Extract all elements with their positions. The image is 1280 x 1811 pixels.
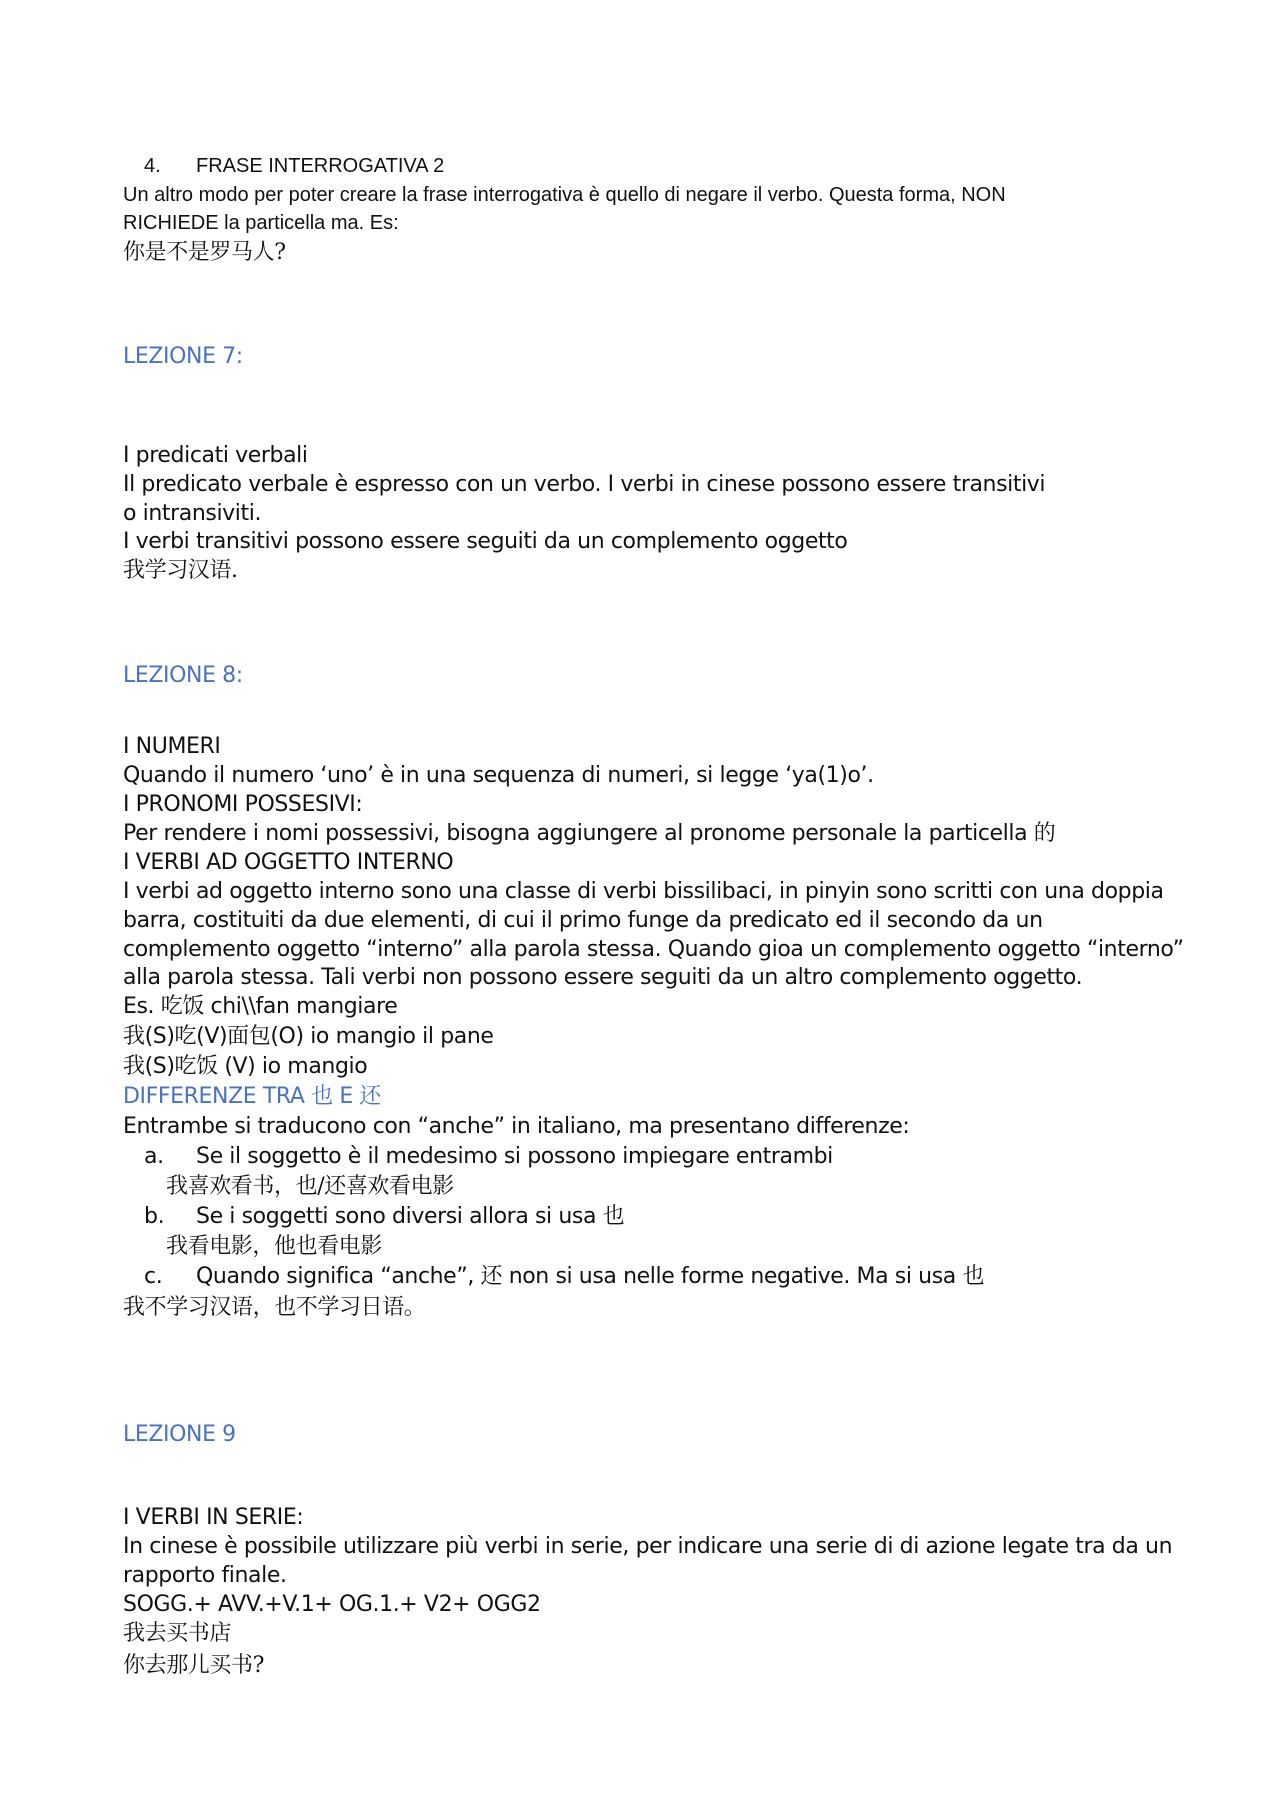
lezione-7-title: I predicati verbali — [123, 443, 308, 468]
lezione-7-chinese-example: 我学习汉语. — [123, 558, 238, 583]
section-4-title — [144, 152, 444, 180]
list-marker-a: a. — [144, 1144, 164, 1169]
section-4-chinese-example: 你是不是罗马人? — [123, 240, 286, 265]
lezione-7-paragraph-line-3: I verbi transitivi possono essere seguiti da un complemento oggetto — [123, 529, 848, 554]
verbi-in-serie-example-1: 我去买书店 — [123, 1621, 232, 1646]
pronomi-title: I PRONOMI POSSESIVI: — [123, 792, 363, 817]
list-item-a — [144, 1143, 833, 1171]
example-mangio-pane: 我(S)吃(V)面包(O) io mangio il pane — [123, 1024, 494, 1049]
numeri-text: Quando il numero ‘uno’ è in una sequenza di numeri, si legge ‘ya(1)o’. — [123, 763, 874, 788]
list-item-b-text: Se i soggetti sono diversi allora si usa 也 — [196, 1204, 625, 1229]
verbi-in-serie-line-2: rapporto finale. — [123, 1563, 287, 1588]
list-item-a-example: 我喜欢看书，也/还喜欢看电影 — [166, 1174, 454, 1199]
section-4-heading-text: FRASE INTERROGATIVA 2 — [196, 155, 445, 177]
list-item-c-example: 我不学习汉语，也不学习日语。 — [123, 1295, 426, 1320]
list-item-b — [144, 1203, 624, 1231]
section-4-number: 4. — [144, 155, 161, 177]
lezione-8-heading: LEZIONE 8: — [123, 663, 243, 688]
verbi-oggetto-interno-line-1: I verbi ad oggetto interno sono una classe di verbi bissilibaci, in pinyin sono scritti con una doppia — [123, 879, 1164, 904]
verbi-in-serie-formula: SOGG.+ AVV.+V.1+ OG.1.+ V2+ OGG2 — [123, 1592, 541, 1617]
verbi-oggetto-interno-line-2: barra, costituiti da due elementi, di cui il primo funge da predicato ed il secondo da un — [123, 908, 1043, 933]
differenze-title: DIFFERENZE TRA 也 E 还 — [123, 1084, 382, 1109]
lezione-9-heading: LEZIONE 9 — [123, 1422, 236, 1447]
lezione-7-paragraph-line-1: Il predicato verbale è espresso con un verbo. I verbi in cinese possono essere transitivi — [123, 472, 1046, 497]
list-marker-b: b. — [144, 1204, 165, 1229]
verbi-in-serie-title: I VERBI IN SERIE: — [123, 1505, 304, 1530]
list-item-c — [144, 1263, 984, 1291]
verbi-in-serie-line-1: In cinese è possibile utilizzare più verbi in serie, per indicare una serie di di azione legate tra da un — [123, 1534, 1173, 1559]
verbi-oggetto-interno-line-3: complemento oggetto “interno” alla parola stessa. Quando gioa un complemento oggetto “interno” — [123, 937, 1184, 962]
list-marker-c: c. — [144, 1264, 163, 1289]
verbi-in-serie-example-2: 你去那儿买书? — [123, 1653, 264, 1678]
lezione-7-heading: LEZIONE 7: — [123, 344, 243, 369]
verbi-oggetto-interno-title: I VERBI AD OGGETTO INTERNO — [123, 850, 454, 875]
differenze-text: Entrambe si traducono con “anche” in italiano, ma presentano differenze: — [123, 1114, 910, 1139]
section-4-paragraph-line-1: Un altro modo per poter creare la frase interrogativa è quello di negare il verbo. Questa forma, NON — [123, 184, 1006, 206]
lezione-7-paragraph-line-2: o intransiviti. — [123, 501, 262, 526]
list-item-a-text: Se il soggetto è il medesimo si possono impiegare entrambi — [196, 1144, 833, 1169]
verbi-oggetto-interno-line-4: alla parola stessa. Tali verbi non possono essere seguiti da un altro complemento oggetto. — [123, 965, 1083, 990]
es-line: Es. 吃饭 chi\\fan mangiare — [123, 994, 398, 1019]
numeri-title: I NUMERI — [123, 734, 221, 759]
section-4-paragraph-line-2: RICHIEDE la particella ma. Es: — [123, 212, 399, 234]
pronomi-text: Per rendere i nomi possessivi, bisogna aggiungere al pronome personale la particella 的 — [123, 821, 1056, 846]
list-item-b-example: 我看电影，他也看电影 — [166, 1234, 383, 1259]
example-mangio: 我(S)吃饭 (V) io mangio — [123, 1054, 368, 1079]
list-item-c-text: Quando significa “anche”, 还 non si usa nelle forme negative. Ma si usa 也 — [196, 1264, 985, 1289]
